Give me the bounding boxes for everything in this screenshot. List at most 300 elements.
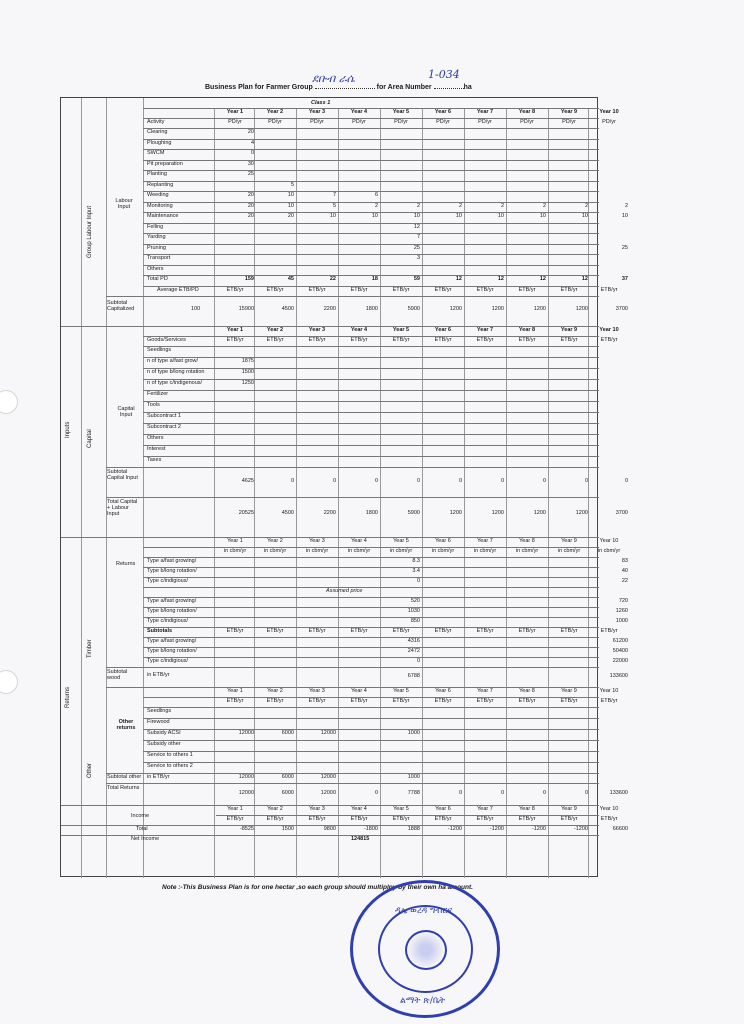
other-unit-5: ETB/yr — [392, 697, 410, 704]
other-value-row3-3: 12000 — [320, 729, 336, 736]
row-divider — [143, 423, 599, 424]
other-subtotal-label: Subtotal other — [107, 773, 142, 780]
labour-value-row6-2: 5 — [290, 181, 294, 188]
capital-total-5: 5900 — [407, 509, 420, 516]
income-unit-9: ETB/yr — [560, 815, 578, 822]
labour-value-row7-1: 20 — [247, 192, 254, 198]
timber-volume-row1-5: 8.3 — [412, 557, 420, 564]
row-divider — [143, 567, 599, 568]
timber-year-1: Year 1 — [227, 537, 243, 544]
timber-subtotal-unit-8: ETB/yr — [518, 627, 536, 634]
capital-item-7: Subcontract 1 — [147, 412, 181, 419]
capital-item-10: Interest — [147, 445, 166, 452]
capital-year-1: Year 1 — [226, 326, 244, 333]
row-divider — [143, 637, 599, 638]
timber-year-5: Year 5 — [393, 537, 409, 544]
labour-value-row3-1: 0 — [250, 150, 254, 156]
column-divider — [506, 108, 507, 878]
labour-unit-4: PD/yr — [352, 119, 366, 125]
column-divider — [422, 108, 423, 878]
labour-subtotal-9: 1200 — [575, 305, 588, 312]
timber-subtotal-row1-10: 61200 — [612, 637, 628, 644]
labour-activity-14: Others — [147, 265, 164, 272]
other-subtotal-5: 1000 — [407, 773, 420, 780]
capital-item-5: Fertilizer — [147, 390, 169, 397]
labour-value-row13-5: 3 — [416, 255, 420, 261]
handwritten-group-name: ደቡብ ራሴ — [312, 72, 355, 85]
price-row2-10: 1260 — [615, 607, 628, 614]
subtotal-type-1: Type a/fast growing/ — [147, 637, 197, 644]
row-divider — [143, 597, 599, 598]
timber-type-1: Type a/fast growing/ — [147, 557, 197, 564]
income-total-2: 1500 — [281, 825, 294, 832]
labour-activity-2: Ploughing — [147, 139, 172, 146]
income-unit-7: ETB/yr — [476, 815, 494, 822]
stamp-bottom-text: ልማት ጽ/ቤት — [400, 996, 446, 1006]
other-unit-4: ETB/yr — [350, 697, 368, 704]
capital-value-row2-1: 1875 — [241, 357, 254, 364]
labour-unit-5: PD/yr — [394, 119, 408, 125]
income-total-10: 66600 — [612, 825, 628, 832]
labour-year-9: Year 9 — [560, 109, 578, 115]
capital-unit-7: ETB/yr — [476, 336, 494, 343]
stamp-emblem — [405, 930, 447, 970]
labour-value-row9-4: 10 — [371, 213, 378, 219]
income-unit-8: ETB/yr — [518, 815, 536, 822]
capital-item-11: Taxes — [147, 456, 162, 463]
timber-type-2: Type b/long rotation/ — [147, 567, 197, 574]
column-divider — [338, 108, 339, 878]
labour-activity-4: Pit preparation — [147, 160, 183, 167]
labour-subtotal-4: 1800 — [365, 305, 378, 312]
labour-subtotal-5: 5900 — [407, 305, 420, 312]
labour-value-row15-7: 12 — [497, 276, 504, 282]
section-group-labour: Group Labour Input — [87, 205, 93, 258]
labour-value-row15-5: 59 — [413, 276, 420, 282]
price-row3-5: 850 — [410, 617, 420, 624]
labour-value-row15-6: 12 — [455, 276, 462, 282]
timber-type-3: Type c/indigious/ — [147, 577, 188, 584]
labour-value-row4-1: 30 — [247, 160, 254, 167]
labour-year-5: Year 5 — [392, 109, 410, 115]
row-divider — [143, 607, 599, 608]
avg-unit-1: ETB/yr — [226, 286, 244, 293]
labour-value-row8-3: 5 — [332, 202, 336, 209]
labour-value-row15-4: 18 — [371, 276, 378, 282]
income-year-10: Year 10 — [599, 805, 619, 812]
row-divider — [143, 557, 599, 558]
row-divider — [143, 434, 599, 435]
activity-header: Activity — [147, 119, 165, 125]
labour-activity-9: Maintenance — [147, 213, 179, 219]
capital-item-6: Tools — [147, 401, 160, 408]
capital-subtotal-6: 0 — [458, 477, 462, 484]
labour-unit-2: PD/yr — [268, 119, 282, 125]
capital-total-label: Total Capital + Labour Input — [107, 498, 138, 517]
capital-subtotal-9: 0 — [584, 477, 588, 484]
capital-total-1: 20525 — [238, 509, 254, 516]
capital-value-row3-1: 1500 — [241, 368, 254, 375]
labour-value-row10-5: 12 — [413, 223, 420, 230]
capital-subtotal-label: Subtotal Capital Input — [107, 468, 138, 481]
punch-hole-top — [0, 390, 18, 414]
capital-unit-10: ETB/yr — [600, 336, 618, 343]
income-total-9: -1200 — [573, 825, 588, 832]
labour-unit-8: PD/yr — [520, 119, 534, 125]
total-returns-label: Total Returns — [107, 784, 140, 791]
avg-etb-label: Average ETB/PD — [157, 286, 199, 293]
row-divider — [143, 160, 599, 161]
timber-returns-label: Returns — [116, 560, 136, 567]
avg-unit-6: ETB/yr — [434, 286, 452, 293]
capital-year-3: Year 3 — [308, 326, 326, 333]
row-divider — [143, 740, 599, 741]
timber-volume-row2-10: 40 — [621, 567, 628, 574]
labour-input-side: Labour Input — [115, 198, 133, 210]
class-title: Class 1 — [311, 100, 331, 106]
capital-input-side: Capital Input — [117, 406, 135, 418]
timber-volume-row2-5: 3.4 — [412, 567, 420, 574]
income-year-8: Year 8 — [519, 805, 535, 812]
labour-activity-11: Yarding — [147, 234, 166, 240]
avg-unit-7: ETB/yr — [476, 286, 494, 293]
timber-subtotal-unit-4: ETB/yr — [350, 627, 368, 634]
capital-unit-3: ETB/yr — [308, 336, 326, 343]
labour-year-7: Year 7 — [476, 109, 494, 115]
timber-subtotal-row3-5: 0 — [416, 657, 420, 664]
stamp-top-text: ዳሌ ወረዳ ግብርና — [395, 906, 453, 916]
section-divider — [106, 98, 107, 878]
capital-item-1: Seedlings — [147, 346, 172, 353]
labour-value-row15-3: 22 — [329, 276, 336, 282]
timber-unit-4: in cbm/yr — [347, 547, 371, 554]
labour-value-row5-1: 25 — [247, 171, 254, 177]
column-divider — [588, 108, 589, 878]
other-returns-side: Other returns — [116, 718, 136, 731]
labour-value-row2-1: 4 — [250, 139, 254, 146]
capital-subtotal-5: 0 — [416, 477, 420, 484]
row-divider — [106, 773, 599, 774]
timber-subtotal-unit-6: ETB/yr — [434, 627, 452, 634]
income-total-label: Total — [136, 825, 148, 832]
labour-value-row15-1: 159 — [244, 276, 254, 282]
labour-value-row8-10: 2 — [624, 202, 628, 209]
other-unit-6: ETB/yr — [434, 697, 452, 704]
column-divider — [464, 108, 465, 878]
labour-value-row8-1: 20 — [247, 202, 254, 209]
timber-unit-1: in cbm/yr — [223, 547, 247, 554]
other-year-9: Year 9 — [561, 687, 577, 694]
row-divider — [143, 587, 599, 588]
timber-unit-9: in cbm/yr — [557, 547, 581, 554]
labour-value-row12-5: 25 — [413, 244, 420, 251]
timber-subtotal-unit-7: ETB/yr — [476, 627, 494, 634]
column-divider — [296, 108, 297, 878]
labour-value-row8-4: 2 — [374, 202, 378, 209]
timber-subtotal-row2-10: 50400 — [612, 647, 628, 654]
row-divider — [143, 368, 599, 369]
column-divider — [548, 108, 549, 878]
income-year-9: Year 9 — [561, 805, 577, 812]
labour-activity-7: Weeding — [147, 192, 169, 198]
other-unit-8: ETB/yr — [518, 697, 536, 704]
timber-subtotals-label: Subtotals — [147, 627, 173, 634]
labour-value-row8-7: 2 — [500, 202, 504, 209]
row-divider — [143, 445, 599, 446]
labour-value-row15-8: 12 — [539, 276, 546, 282]
footnote: Note :-This Business Plan is for one hectar ,so each group should multiplpy by their own ha amount. — [162, 884, 473, 891]
capital-subtotal-2: 0 — [290, 477, 294, 484]
other-value-row3-2: 6000 — [281, 729, 294, 736]
wood-subtotal-label: Subtotal wood — [107, 668, 128, 681]
labour-activity-8: Monitoring — [147, 202, 173, 209]
timber-unit-5: in cbm/yr — [389, 547, 413, 554]
capital-unit-8: ETB/yr — [518, 336, 536, 343]
income-total-4: -1800 — [363, 825, 378, 832]
row-divider — [143, 647, 599, 648]
timber-subtotal-unit-5: ETB/yr — [392, 627, 410, 634]
capital-total-4: 1800 — [365, 509, 378, 516]
row-divider — [143, 401, 599, 402]
capital-subtotal-3: 0 — [332, 477, 336, 484]
row-divider — [143, 657, 599, 658]
income-unit-4: ETB/yr — [350, 815, 368, 822]
other-item-2: Firewood — [147, 718, 170, 725]
section-inputs: Inputs — [65, 421, 71, 438]
capital-total-9: 1200 — [575, 509, 588, 516]
income-unit-5: ETB/yr — [392, 815, 410, 822]
timber-subtotal-unit-2: ETB/yr — [266, 627, 284, 634]
other-unit-7: ETB/yr — [476, 697, 494, 704]
labour-value-row9-5: 10 — [413, 213, 420, 219]
labour-value-row9-3: 10 — [329, 213, 336, 219]
price-type-1: Type a/fast growing/ — [147, 597, 197, 604]
timber-year-8: Year 8 — [519, 537, 535, 544]
other-value-row3-5: 1000 — [407, 729, 420, 736]
timber-unit-6: in cbm/yr — [431, 547, 455, 554]
other-subtotal-unit: in ETB/yr — [147, 773, 170, 780]
labour-value-row8-6: 2 — [458, 202, 462, 209]
labour-activity-5: Planting — [147, 171, 167, 177]
capital-item-3: n of type b/long rotation — [147, 368, 205, 375]
income-year-4: Year 4 — [351, 805, 367, 812]
capital-unit-1: ETB/yr — [226, 336, 244, 343]
labour-unit-7: PD/yr — [478, 119, 492, 125]
capital-year-10: Year 10 — [599, 326, 619, 333]
timber-year-4: Year 4 — [351, 537, 367, 544]
income-year-2: Year 2 — [267, 805, 283, 812]
labour-subtotal-label: Subtotal Capitalized — [107, 299, 135, 312]
other-unit-1: ETB/yr — [226, 697, 244, 704]
labour-value-row8-2: 10 — [287, 202, 294, 209]
capital-unit-2: ETB/yr — [266, 336, 284, 343]
row-divider — [143, 456, 599, 457]
wood-subtotal-5: 6788 — [407, 672, 420, 679]
row-divider — [143, 729, 599, 730]
timber-unit-7: in cbm/yr — [473, 547, 497, 554]
labour-value-row8-5: 2 — [416, 202, 420, 209]
labour-value-row8-9: 2 — [584, 202, 588, 209]
net-income-value: 124815 — [351, 835, 370, 842]
price-type-2: Type b/long rotation/ — [147, 607, 197, 614]
labour-value-row12-10: 25 — [621, 244, 628, 251]
timber-unit-3: in cbm/yr — [305, 547, 329, 554]
income-total-3: 9800 — [323, 825, 336, 832]
total-returns-2: 6000 — [281, 789, 294, 796]
timber-subtotal-unit-3: ETB/yr — [308, 627, 326, 634]
other-unit-3: ETB/yr — [308, 697, 326, 704]
labour-subtotal-6: 1200 — [449, 305, 462, 312]
row-divider — [143, 139, 599, 140]
goods-header: Goods/Services — [147, 336, 186, 343]
labour-activity-10: Felling — [147, 223, 164, 230]
other-year-6: Year 6 — [435, 687, 451, 694]
capital-unit-5: ETB/yr — [392, 336, 410, 343]
capital-subtotal-8: 0 — [542, 477, 546, 484]
income-year-1: Year 1 — [227, 805, 243, 812]
capital-item-4: n of type c/indigenous/ — [147, 379, 203, 386]
income-year-3: Year 3 — [309, 805, 325, 812]
labour-value-row7-4: 6 — [374, 192, 378, 198]
section-divider — [81, 98, 82, 878]
row-divider — [143, 254, 599, 255]
timber-year-3: Year 3 — [309, 537, 325, 544]
timber-subtotal-unit-9: ETB/yr — [560, 627, 578, 634]
row-divider — [106, 467, 599, 468]
price-row3-10: 1000 — [615, 617, 628, 624]
other-year-3: Year 3 — [309, 687, 325, 694]
avg-unit-5: ETB/yr — [392, 286, 410, 293]
row-divider — [143, 233, 599, 234]
timber-year-6: Year 6 — [435, 537, 451, 544]
row-divider — [143, 707, 599, 708]
row-divider — [143, 346, 599, 347]
capital-subtotal-7: 0 — [500, 477, 504, 484]
row-divider — [143, 390, 599, 391]
other-value-row3-1: 12000 — [238, 729, 254, 736]
capital-item-2: n of type a/fast grow/ — [147, 357, 199, 364]
income-year-5: Year 5 — [393, 805, 409, 812]
wood-subtotal-10: 133600 — [609, 672, 628, 679]
labour-value-row9-6: 10 — [455, 213, 462, 219]
avg-unit-10: ETB/yr — [600, 286, 618, 293]
labour-year-1: Year 1 — [226, 109, 244, 115]
section-timber: Timber — [87, 639, 93, 658]
labour-unit-6: PD/yr — [436, 119, 450, 125]
income-unit-10: ETB/yr — [600, 815, 618, 822]
labour-activity-15: Total PD — [147, 276, 168, 282]
capital-subtotal-1: 4625 — [241, 477, 254, 484]
timber-year-10: Year 10 — [599, 537, 619, 544]
timber-volume-row3-5: 0 — [416, 577, 420, 584]
capital-total-2: 4500 — [281, 509, 294, 516]
other-year-1: Year 1 — [227, 687, 243, 694]
subtotal-type-3: Type c/indigious/ — [147, 657, 188, 664]
other-year-4: Year 4 — [351, 687, 367, 694]
labour-subtotal-8: 1200 — [533, 305, 546, 312]
labour-year-2: Year 2 — [266, 109, 284, 115]
capital-total-7: 1200 — [491, 509, 504, 516]
avg-unit-8: ETB/yr — [518, 286, 536, 293]
wood-unit: in ETB/yr — [147, 671, 170, 678]
capital-total-3: 2200 — [323, 509, 336, 516]
other-subtotal-2: 6000 — [281, 773, 294, 780]
income-year-6: Year 6 — [435, 805, 451, 812]
capital-year-6: Year 6 — [434, 326, 452, 333]
labour-value-row9-10: 10 — [621, 213, 628, 219]
column-divider — [380, 108, 381, 878]
labour-value-row11-5: 7 — [416, 234, 420, 240]
total-returns-7: 0 — [500, 789, 504, 796]
row-divider — [143, 577, 599, 578]
labour-value-row15-2: 45 — [287, 276, 294, 282]
net-income-label: Net Income — [131, 835, 160, 842]
row-divider — [143, 265, 599, 266]
capital-subtotal-4: 0 — [374, 477, 378, 484]
labour-activity-1: Clearing — [147, 129, 168, 135]
total-returns-9: 0 — [584, 789, 588, 796]
other-year-8: Year 8 — [519, 687, 535, 694]
labour-value-row9-8: 10 — [539, 213, 546, 219]
other-year-5: Year 5 — [393, 687, 409, 694]
timber-volume-row3-10: 22 — [621, 577, 628, 584]
income-total-6: -1200 — [447, 825, 462, 832]
row-divider — [143, 170, 599, 171]
capital-value-row4-1: 1250 — [241, 379, 254, 386]
row-divider — [143, 379, 599, 380]
section-capital: Capital — [87, 429, 93, 448]
labour-subtotal-1: 15900 — [238, 305, 254, 312]
labour-value-row15-9: 12 — [581, 276, 588, 282]
labour-year-6: Year 6 — [434, 109, 452, 115]
income-unit-3: ETB/yr — [308, 815, 326, 822]
capital-item-8: Subcontract 2 — [147, 423, 181, 430]
total-returns-8: 0 — [542, 789, 546, 796]
price-row1-5: 520 — [410, 597, 420, 604]
other-unit-9: ETB/yr — [560, 697, 578, 704]
capital-subtotal-10: 0 — [624, 477, 628, 484]
income-year-7: Year 7 — [477, 805, 493, 812]
timber-volume-row1-10: 83 — [621, 557, 628, 564]
total-returns-1: 12000 — [238, 789, 254, 796]
capital-total-6: 1200 — [449, 509, 462, 516]
other-item-1: Seedlings — [147, 707, 172, 714]
page-title: Business Plan for Farmer Group for Area Number ha — [205, 84, 472, 91]
income-total-1: -8525 — [239, 825, 254, 832]
labour-value-row9-2: 20 — [287, 213, 294, 219]
column-divider — [214, 108, 215, 878]
punch-hole-bottom — [0, 670, 18, 694]
labour-year-3: Year 3 — [308, 109, 326, 115]
timber-unit-8: in cbm/yr — [515, 547, 539, 554]
capital-year-7: Year 7 — [476, 326, 494, 333]
row-divider — [143, 762, 599, 763]
capital-year-5: Year 5 — [392, 326, 410, 333]
labour-subtotal-2: 4500 — [281, 305, 294, 312]
total-returns-10: 133600 — [609, 789, 628, 796]
total-returns-5: 7788 — [407, 789, 420, 796]
income-total-7: -1200 — [489, 825, 504, 832]
timber-subtotal-row1-5: 4316 — [407, 637, 420, 644]
section-returns: Returns — [65, 686, 71, 708]
other-item-5: Service to others 1 — [147, 751, 193, 758]
total-returns-3: 12000 — [320, 789, 336, 796]
labour-value-row9-7: 10 — [497, 213, 504, 219]
labour-subtotal-3: 2200 — [323, 305, 336, 312]
row-divider — [143, 357, 599, 358]
timber-unit-2: in cbm/yr — [263, 547, 287, 554]
subtotal-type-2: Type b/long rotation/ — [147, 647, 197, 654]
